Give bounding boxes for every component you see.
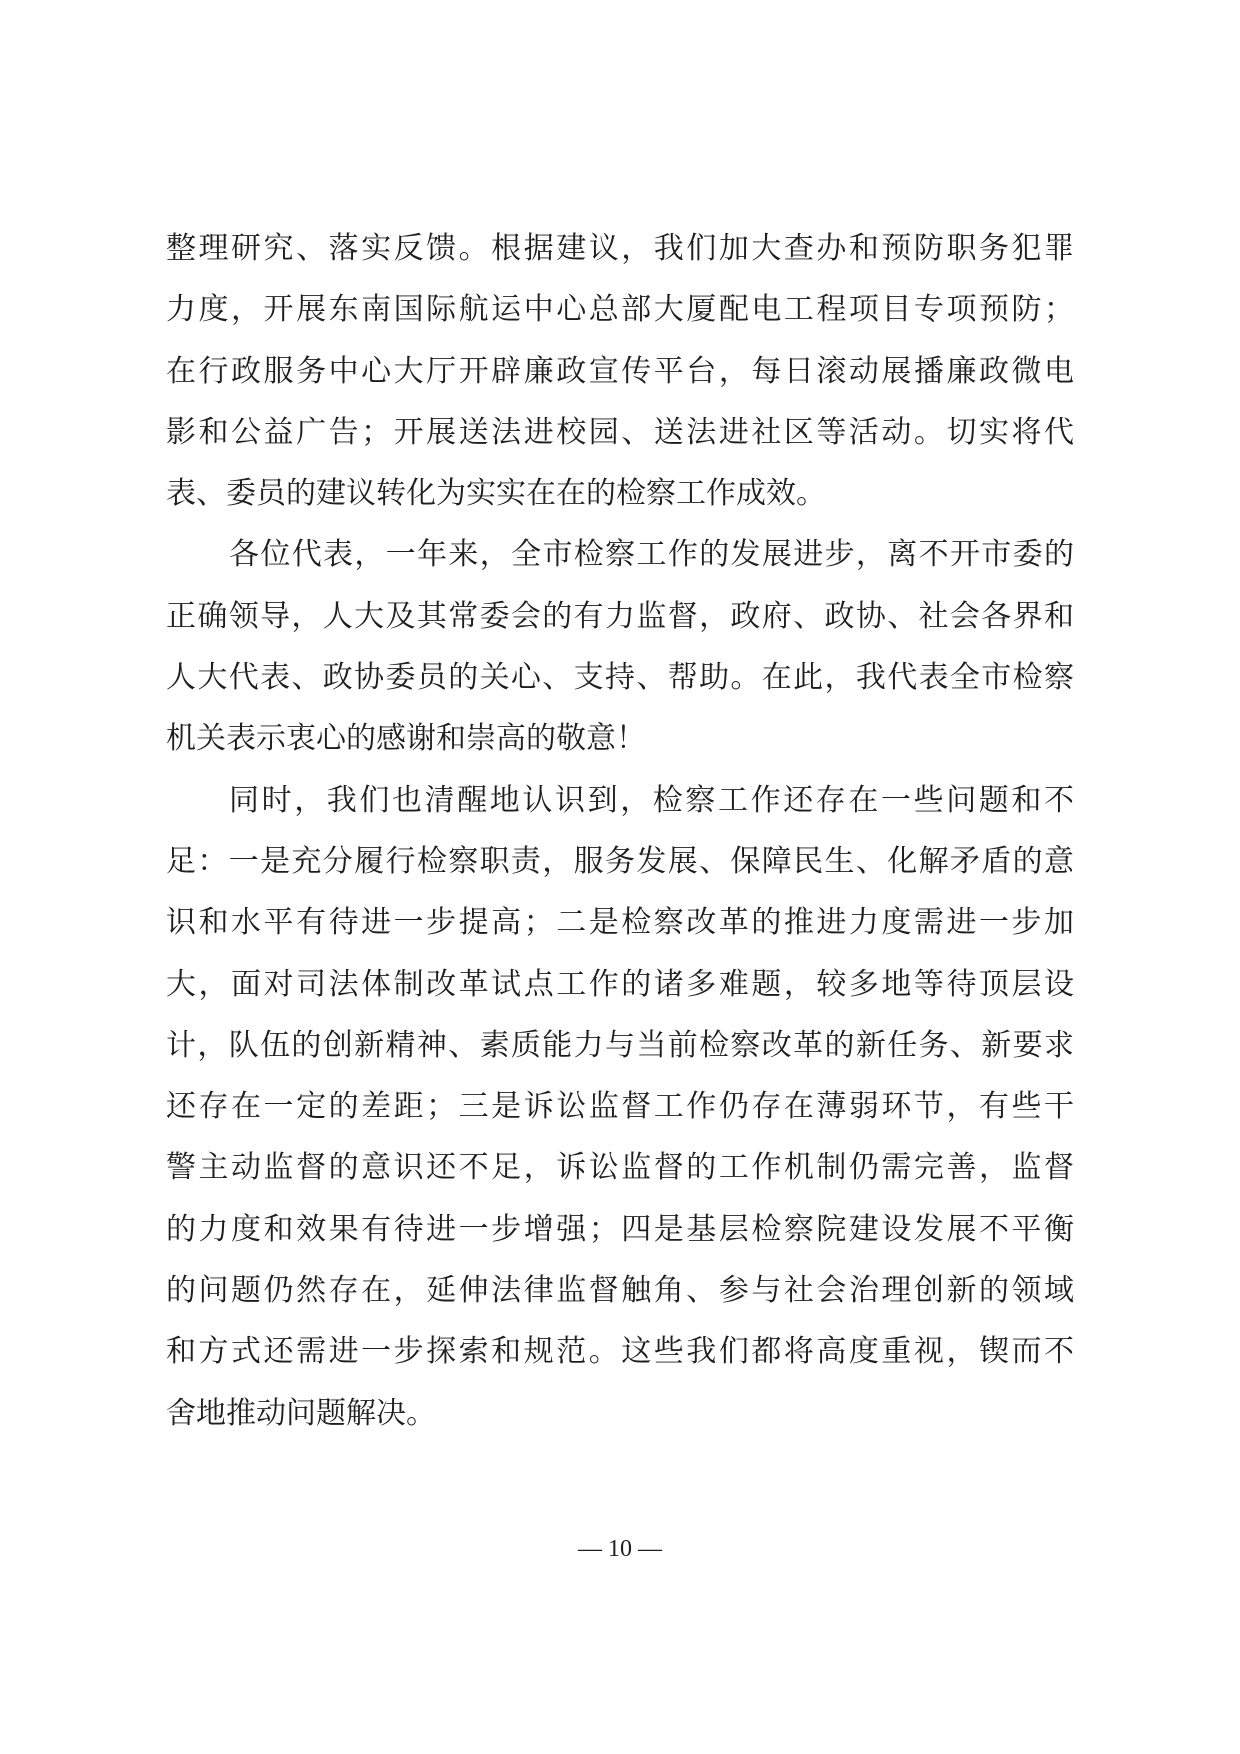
paragraph-2-line-1: 各位代表，一年来，全市检察工作的发展进步，离不开市委的 (229, 537, 1074, 573)
paragraph-3-line-2: 足：一是充分履行检察职责，服务发展、保障民生、化解矛盾的意 (166, 843, 1074, 879)
paragraph-3-line-11: 舍地推动问题解决。 (166, 1395, 436, 1431)
paragraph-1-line-2: 力度，开展东南国际航运中心总部大厦配电工程项目专项预防； (166, 292, 1074, 328)
paragraph-1-line-4: 影和公益广告；开展送法进校园、送法进社区等活动。切实将代 (166, 414, 1074, 450)
paragraph-2-line-2: 正确领导，人大及其常委会的有力监督，政府、政协、社会各界和 (166, 598, 1074, 634)
paragraph-3-line-5: 计，队伍的创新精神、素质能力与当前检察改革的新任务、新要求 (166, 1027, 1074, 1063)
paragraph-3-line-1: 同时，我们也清醒地认识到，检察工作还存在一些问题和不 (229, 782, 1074, 818)
paragraph-1-line-1: 整理研究、落实反馈。根据建议，我们加大查办和预防职务犯罪 (166, 231, 1074, 266)
paragraph-3-line-10: 和方式还需进一步探索和规范。这些我们都将高度重视，锲而不 (166, 1334, 1074, 1370)
body-text (166, 218, 1074, 1444)
paragraph-1-line-3: 在行政服务中心大厅开辟廉政宣传平台，每日滚动展播廉政微电 (166, 353, 1074, 389)
paragraph-3-line-4: 大，面对司法体制改革试点工作的诸多难题，较多地等待顶层设 (166, 966, 1074, 1002)
paragraph-3-line-8: 的力度和效果有待进一步增强；四是基层检察院建设发展不平衡 (166, 1211, 1074, 1247)
page-number: — 10 — (578, 1536, 662, 1562)
paragraph-3-line-9: 的问题仍然存在，延伸法律监督触角、参与社会治理创新的领域 (166, 1273, 1074, 1309)
paragraph-2-line-3: 人大代表、政协委员的关心、支持、帮助。在此，我代表全市检察 (166, 660, 1074, 696)
paragraph-1-line-5: 表、委员的建议转化为实实在在的检察工作成效。 (166, 476, 826, 512)
paragraph-3-line-3: 识和水平有待进一步提高；二是检察改革的推进力度需进一步加 (166, 905, 1074, 941)
paragraph-3-line-7: 警主动监督的意识还不足，诉讼监督的工作机制仍需完善，监督 (166, 1150, 1074, 1186)
paragraph-3-line-6: 还存在一定的差距；三是诉讼监督工作仍存在薄弱环节，有些干 (166, 1089, 1074, 1125)
paragraph-2-line-4: 机关表示衷心的感谢和崇高的敬意！ (166, 721, 646, 757)
